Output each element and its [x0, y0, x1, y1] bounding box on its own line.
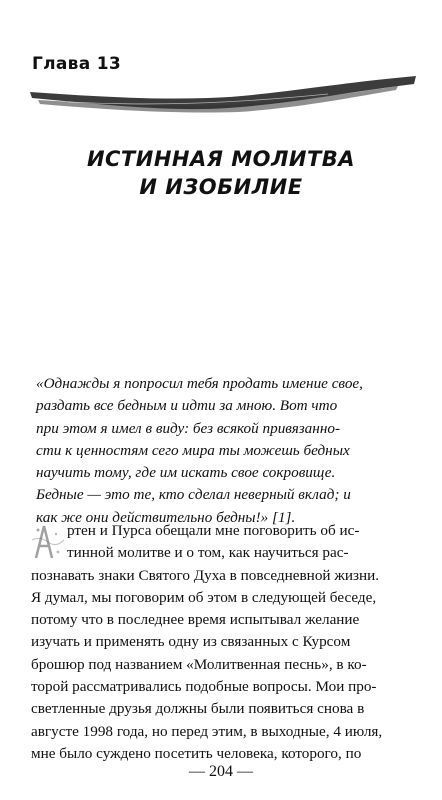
body-line: Я думал, мы поговорим об этом в следующей беседе,	[31, 588, 377, 606]
brush-stroke-ornament	[28, 74, 418, 114]
body-line: изучать и применять одну из связанных с Курсом	[31, 633, 351, 651]
chapter-label: Глава 13	[32, 54, 121, 74]
body-text	[31, 520, 414, 765]
chapter-title-line-1: ИСТИННАЯ МОЛИТВА	[86, 147, 356, 171]
body-line: ртен и Пурса обещали мне поговорить об ис-	[67, 522, 360, 539]
epigraph	[36, 373, 412, 529]
body-line: потому что в последнее время испытывал желание	[31, 611, 360, 629]
epigraph-line: при этом я имел в виду: без всякой привязанно-	[36, 419, 340, 437]
epigraph-line: научить тому, где им искать свое сокровище.	[36, 464, 336, 482]
page-number: — 204 —	[189, 763, 253, 780]
epigraph-line: Бедные — это те, кто сделал неверный вклад; и	[36, 486, 351, 504]
body-line: августе 1998 года, но перед этим, в выходные, 4 июля,	[31, 722, 383, 740]
epigraph-line: как же они действительно бедны!» [1].	[36, 508, 296, 526]
body-line: мне было суждено посетить человека, которого, по	[31, 744, 362, 762]
epigraph-line: «Однажды я попросил тебя продать имение свое,	[36, 375, 363, 392]
body-line: торой рассматривались подобные вопросы. Мои про-	[31, 678, 377, 696]
body-line: светленные друзья должны были появиться снова в	[31, 700, 365, 718]
epigraph-line: сти к ценностям сего мира ты можешь бедных	[36, 441, 350, 459]
epigraph-line: раздать все бедным и идти за мною. Вот что	[36, 397, 338, 415]
chapter-title-line-2: И ИЗОБИЛИЕ	[139, 175, 303, 199]
body-line: тинной молитве и о том, как научиться рас-	[67, 544, 349, 562]
body-line: познавать знаки Святого Духа в повседневной жизни.	[31, 566, 380, 584]
body-line: брошюр под названием «Молитвенная песнь», в ко-	[31, 655, 367, 673]
